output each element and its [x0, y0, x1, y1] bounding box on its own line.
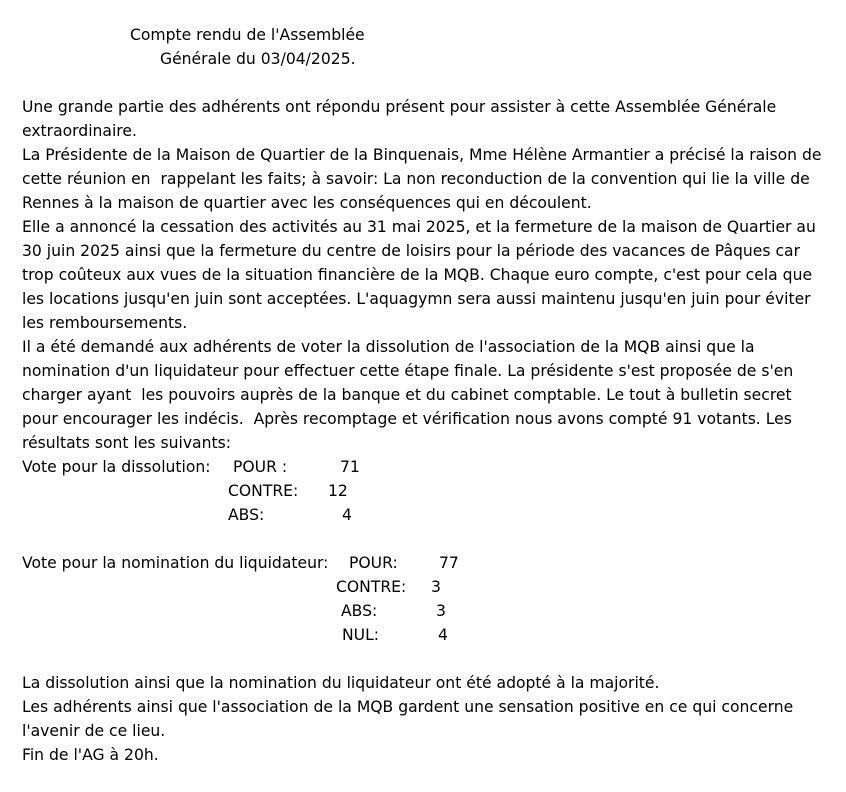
- vote-value: 3: [436, 602, 446, 620]
- paragraph-line: trop coûteux aux vues de la situation financière de la MQB. Chaque euro compte, c'est pour cela que: [22, 266, 813, 284]
- vote-liquidateur-results: [22, 551, 842, 647]
- spacer: [22, 527, 842, 551]
- paragraph-line: les locations jusqu'en juin sont acceptées. L'aquagymn sera aussi maintenu jusqu'en juin pour éviter: [22, 290, 811, 308]
- spacer: [22, 647, 842, 671]
- vote-value: 4: [438, 626, 448, 644]
- vote-value: 3: [431, 578, 441, 596]
- vote-key: ABS:: [341, 602, 378, 620]
- paragraph-line: Elle a annoncé la cessation des activités au 31 mai 2025, et la fermeture de la maison de Quartier au: [22, 218, 816, 236]
- vote-key: POUR:: [349, 554, 398, 572]
- paragraph-line: les remboursements.: [22, 314, 188, 332]
- spacer: [22, 71, 842, 95]
- paragraph-line: Il a été demandé aux adhérents de voter la dissolution de l'association de la MQB ainsi que la: [22, 338, 755, 356]
- vote-key: POUR :: [233, 458, 288, 476]
- closing-line: l'avenir de ce lieu.: [22, 722, 166, 740]
- paragraph-line: charger ayant les pouvoirs auprès de la banque et du cabinet comptable. Le tout à bulletin secret: [22, 386, 792, 404]
- main-paragraph: [22, 95, 842, 455]
- vote-liquidateur-label: Vote pour la nomination du liquidateur:: [22, 554, 329, 572]
- document-title-line-1: Compte rendu de l'Assemblée: [130, 26, 365, 44]
- vote-dissolution-label: Vote pour la dissolution:: [22, 458, 211, 476]
- closing-line: Fin de l'AG à 20h.: [22, 746, 159, 764]
- paragraph-line: 30 juin 2025 ainsi que la fermeture du centre de loisirs pour la période des vacances de Pâques car: [22, 242, 801, 260]
- document-title-line-2: Générale du 03/04/2025.: [160, 50, 356, 68]
- paragraph-line: La Présidente de la Maison de Quartier de la Binquenais, Mme Hélène Armantier a précisé la raison de: [22, 146, 822, 164]
- vote-row: [22, 455, 842, 479]
- paragraph-line: pour encourager les indécis. Après recomptage et vérification nous avons compté 91 votants. Les: [22, 410, 792, 428]
- paragraph-line: Une grande partie des adhérents ont répondu présent pour assister à cette Assemblée Générale: [22, 98, 777, 116]
- paragraph-line: extraordinaire.: [22, 122, 137, 140]
- vote-key: NUL:: [342, 626, 380, 644]
- vote-row: [22, 575, 842, 599]
- paragraph-line: nomination d'un liquidateur pour effectuer cette étape finale. La présidente s'est proposée de s'en: [22, 362, 794, 380]
- closing-line: La dissolution ainsi que la nomination du liquidateur ont été adopté à la majorité.: [22, 674, 660, 692]
- document-body: [22, 23, 842, 767]
- closing-paragraph: [22, 671, 842, 767]
- vote-key: CONTRE:: [228, 482, 299, 500]
- vote-value: 77: [439, 554, 459, 572]
- vote-row: [22, 479, 842, 503]
- vote-value: 71: [340, 458, 360, 476]
- paragraph-line: Rennes à la maison de quartier avec les conséquences qui en découlent.: [22, 194, 592, 212]
- paragraph-line: résultats sont les suivants:: [22, 434, 231, 452]
- vote-row: [22, 551, 842, 575]
- closing-line: Les adhérents ainsi que l'association de la MQB gardent une sensation positive en ce qui concerne: [22, 698, 794, 716]
- vote-row: [22, 503, 842, 527]
- vote-row: [22, 599, 842, 623]
- vote-value: 4: [342, 506, 352, 524]
- vote-key: CONTRE:: [336, 578, 407, 596]
- vote-key: ABS:: [228, 506, 265, 524]
- vote-value: 12: [328, 482, 348, 500]
- vote-row: [22, 623, 842, 647]
- paragraph-line: cette réunion en rappelant les faits; à savoir: La non reconduction de la convention qui lie la ville de: [22, 170, 810, 188]
- vote-dissolution-results: [22, 455, 842, 527]
